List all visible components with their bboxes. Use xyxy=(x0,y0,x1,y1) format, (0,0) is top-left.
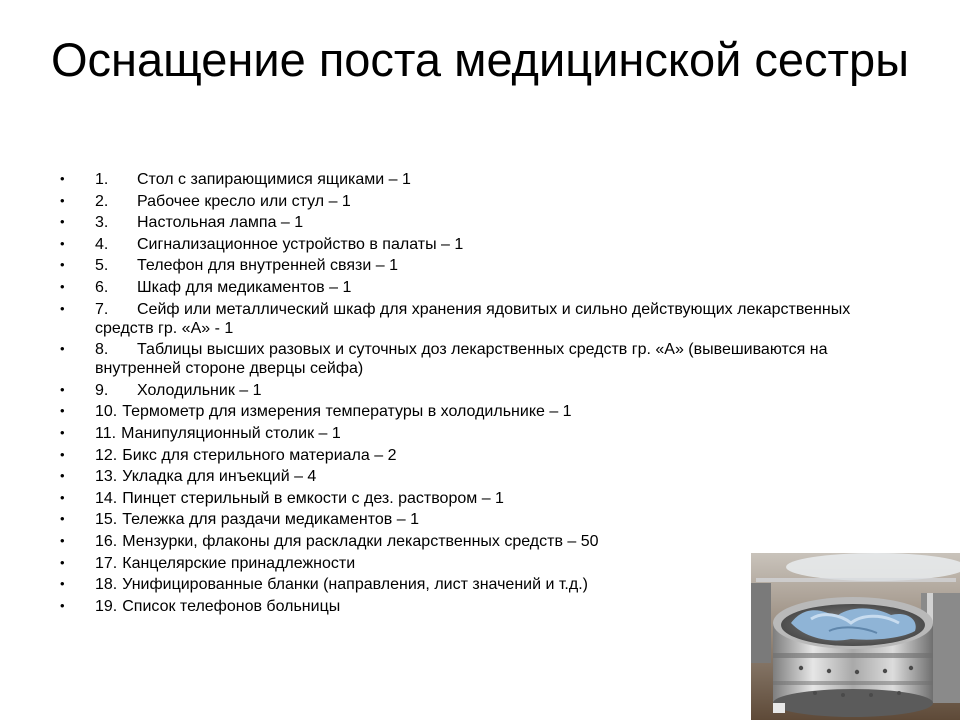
bullet-icon: • xyxy=(60,446,65,462)
bullet-icon: • xyxy=(60,424,65,440)
bullet-icon: • xyxy=(60,576,65,592)
list-item xyxy=(60,402,860,421)
item-number: 6. xyxy=(95,278,109,296)
item-text: Шкаф для медикаментов – 1 xyxy=(137,278,352,296)
item-text: Список телефонов больницы xyxy=(122,597,341,615)
list-item xyxy=(60,532,860,551)
item-number: 13. xyxy=(95,468,118,486)
item-number: 11. xyxy=(95,424,117,442)
item-number: 1. xyxy=(95,171,109,188)
item-number: 8. xyxy=(95,341,109,359)
equipment-list xyxy=(60,170,860,618)
list-item xyxy=(60,554,860,573)
bullet-icon: • xyxy=(60,468,65,484)
item-text: Таблицы высших разовых и суточных доз лекарственных средств гр. «А» (вывешиваются на внутренней стороне дверцы сейфа) xyxy=(95,341,828,378)
item-text: Тележка для раздачи медикаментов – 1 xyxy=(122,511,419,529)
list-item xyxy=(60,489,860,508)
list-item xyxy=(60,235,860,254)
list-item xyxy=(60,424,860,443)
bullet-icon: • xyxy=(60,300,65,316)
item-number: 19. xyxy=(95,597,118,615)
bullet-icon: • xyxy=(60,341,65,357)
bullet-icon: • xyxy=(60,171,65,186)
item-text: Стол с запирающимися ящиками – 1 xyxy=(137,171,411,188)
item-number: 2. xyxy=(95,192,109,210)
item-number: 17. xyxy=(95,554,118,572)
bullet-icon: • xyxy=(60,554,65,570)
list-item xyxy=(60,510,860,529)
item-text: Пинцет стерильный в емкости с дез. раствором – 1 xyxy=(122,489,504,507)
item-text: Настольная лампа – 1 xyxy=(137,214,304,232)
bullet-icon: • xyxy=(60,489,65,505)
list-item xyxy=(60,256,860,275)
item-text: Рабочее кресло или стул – 1 xyxy=(137,192,351,210)
item-text: Манипуляционный столик – 1 xyxy=(121,424,341,442)
list-item xyxy=(60,467,860,486)
list-item xyxy=(60,597,860,616)
bullet-icon: • xyxy=(60,192,65,208)
item-number: 5. xyxy=(95,257,109,275)
item-text: Телефон для внутренней связи – 1 xyxy=(137,257,398,275)
item-text: Укладка для инъекций – 4 xyxy=(122,468,317,486)
item-text: Бикс для стерильного материала – 2 xyxy=(122,446,397,464)
bullet-icon: • xyxy=(60,403,65,419)
bullet-icon: • xyxy=(60,597,65,613)
item-text: Мензурки, флаконы для раскладки лекарственных средств – 50 xyxy=(122,532,599,550)
list-item xyxy=(60,381,860,400)
list-item xyxy=(60,192,860,211)
item-text: Холодильник – 1 xyxy=(137,381,262,399)
item-number: 12. xyxy=(95,446,118,464)
list-item xyxy=(60,213,860,232)
list-item xyxy=(60,300,860,338)
slide-title: Оснащение поста медицинской сестры xyxy=(51,33,909,86)
bullet-icon: • xyxy=(60,532,65,548)
item-text: Канцелярские принадлежности xyxy=(122,554,356,572)
item-number: 15. xyxy=(95,511,118,529)
item-number: 14. xyxy=(95,489,118,507)
item-number: 10. xyxy=(95,403,118,421)
item-number: 4. xyxy=(95,235,109,253)
item-text: Сигнализационное устройство в палаты – 1 xyxy=(137,235,464,253)
bullet-icon: • xyxy=(60,381,65,397)
item-number: 16. xyxy=(95,532,118,550)
item-text: Термометр для измерения температуры в холодильнике – 1 xyxy=(122,403,572,421)
list-item xyxy=(60,170,860,189)
list-item xyxy=(60,575,860,594)
bullet-icon: • xyxy=(60,235,65,251)
bullet-icon: • xyxy=(60,278,65,294)
list-item xyxy=(60,446,860,465)
sterilization-box-illustration xyxy=(751,553,960,720)
item-number: 9. xyxy=(95,381,109,399)
item-number: 18. xyxy=(95,576,118,594)
bullet-icon: • xyxy=(60,214,65,230)
item-text: Унифицированные бланки (направления, лист значений и т.д.) xyxy=(122,576,588,594)
bullet-icon: • xyxy=(60,511,65,527)
list-item xyxy=(60,340,860,378)
item-number: 3. xyxy=(95,214,109,232)
sterilization-box-photo xyxy=(751,553,960,720)
item-number: 7. xyxy=(95,300,109,318)
list-item xyxy=(60,278,860,297)
item-text: Сейф или металлический шкаф для хранения ядовитых и сильно действующих лекарственных средств гр. «А» - 1 xyxy=(95,300,851,337)
bullet-icon: • xyxy=(60,257,65,273)
